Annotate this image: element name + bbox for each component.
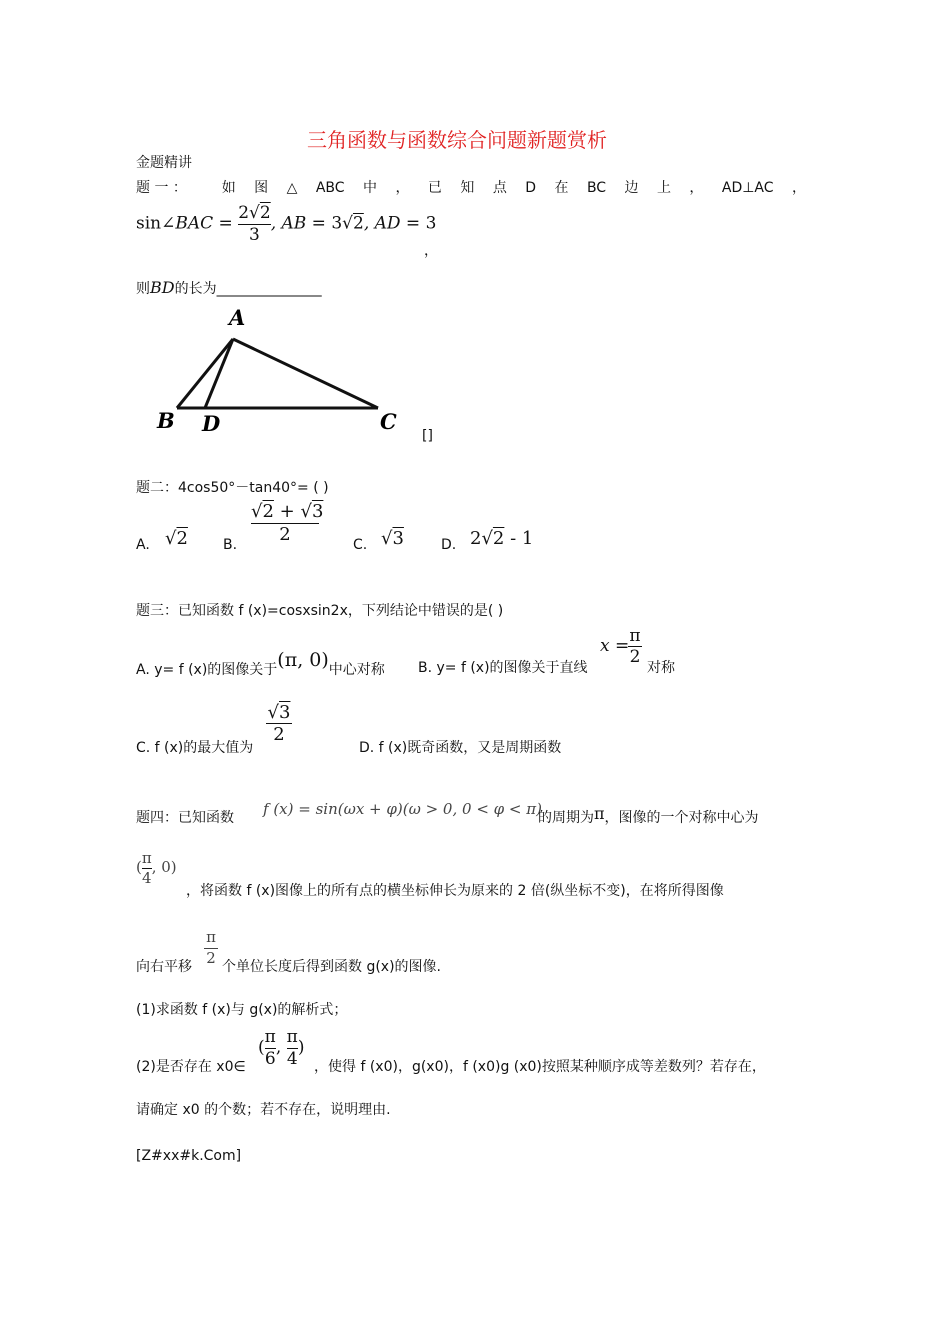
q4-part2-prefix: (2)是否存在 x0∈ [136, 1059, 246, 1075]
q1-intro: 如 图 △ ABC 中 ， 已 知 点 D 在 BC 边 上 ， AD⊥AC ， [221, 180, 806, 196]
edge-ad [205, 339, 233, 408]
q3-option-a [136, 649, 385, 679]
q3-a-math: (π, 0) [277, 649, 329, 671]
q4-shift-frac [204, 928, 218, 967]
q3-a-suffix: 中心对称 [328, 662, 385, 678]
q4-period-label: 的周期为 [538, 810, 594, 826]
q2-option-a-label: A. [136, 537, 150, 553]
section-label: 金题精讲 [136, 155, 192, 171]
q3-a-prefix: A. y= f (x)的图像关于 [136, 662, 278, 678]
q3-c-den: 2 [266, 723, 292, 745]
q1-brackets: [] [422, 428, 433, 444]
q3-option-d: D. f (x)既奇函数，又是周期函数 [359, 740, 562, 756]
q4-part2-interval: ( $\frac{\pi}{6}$ , $\frac{\pi}{4}$ ) [258, 1027, 305, 1069]
q3-option-c-frac: √3 2 [267, 702, 291, 745]
q3-option-b-frac [628, 626, 642, 667]
q1-ask-var: BD [150, 278, 175, 297]
q4-line3-suffix: 个单位长度后得到函数 g(x)的图像. [222, 959, 441, 975]
q1-ask [136, 278, 322, 298]
q3-stem: 题三：已知函数 f (x)=cosxsin2x，下列结论中错误的是( ) [136, 603, 504, 619]
vertex-c-label: C [380, 409, 397, 434]
q4-stem-suffix [538, 804, 759, 827]
q3-option-b-prefix: B. y= f (x)的图像关于直线 [418, 660, 588, 676]
vertex-d-label: D [202, 411, 221, 436]
q4-part2-suffix: ，使得 f (x0)，g(x0)，f (x0)g (x0)按照某种顺序成等差数列？若存在， [314, 1059, 766, 1075]
q4-line2: ，将函数 f (x)图像上的所有点的横坐标伸长为原来的 2 倍(纵坐标不变)，在将所得图像 [186, 883, 724, 899]
q4-line3-prefix: 向右平移 [136, 959, 192, 975]
q4-center-math: ( $\frac{\pi}{4}$ , 0) [136, 849, 177, 887]
q1-label: 题 一 ： [136, 180, 187, 196]
q1-intro-line [136, 177, 806, 197]
q4-center-den: 4 [142, 868, 152, 887]
q4-part1: (1)求函数 f (x)与 g(x)的解析式； [136, 1002, 348, 1018]
triangle-figure [150, 305, 410, 440]
q3-b-num: π [629, 626, 641, 646]
q2-option-a-math: √2 [165, 528, 188, 549]
q2-option-d-label: D. [441, 537, 457, 553]
q4-stem-prefix: 题四：已知函数 [136, 810, 234, 826]
q3-option-c-prefix: C. f (x)的最大值为 [136, 740, 254, 756]
q1-comma: ， [424, 243, 438, 259]
edge-ac [233, 339, 378, 408]
q4-stem-math: f (x) = sin(ωx + φ)(ω > 0, 0 < φ < π) [263, 800, 542, 818]
q4-center-label: ，图像的一个对称中心为 [604, 810, 759, 826]
q4-shift-den: 2 [204, 948, 218, 967]
q2-option-b-math: √2 + √3 2 [251, 501, 324, 545]
q1-ask-suffix: 的长为 [174, 281, 217, 297]
footer-tag: [Z#xx#k.Com] [136, 1148, 242, 1164]
q2-stem: 题二：4cos50°－tan40°= ( ) [136, 480, 329, 496]
q4-center-num: π [141, 849, 152, 867]
vertex-b-label: B [157, 408, 175, 433]
q4-shift-num: π [206, 928, 216, 946]
q1-formula: sin∠BAC = $\frac{2√2}{3}$ , AB = 3√2, AD = 3 [136, 203, 437, 245]
page-title: 三角函数与函数综合问题新题赏析 [307, 128, 607, 152]
q4-period-pi: π [594, 804, 605, 823]
q2-option-c-math: √3 [381, 528, 404, 549]
vertex-a-label: A [229, 305, 246, 330]
edge-ab [177, 339, 233, 408]
q2-option-c-label: C. [353, 537, 368, 553]
q3-b-den: 2 [629, 647, 641, 667]
q1-answer-blank: _______________ [216, 281, 322, 297]
q2-option-d-math: 2√2 - 1 [470, 528, 534, 549]
q3-option-b-suffix: 对称 [647, 660, 675, 676]
q2-option-b-label: B. [223, 537, 238, 553]
q1-ask-prefix: 则 [136, 281, 150, 297]
q3-option-b-lhs: x = [600, 636, 630, 656]
q4-part2-line2: 请确定 x0 的个数；若不存在，说明理由. [136, 1102, 391, 1118]
